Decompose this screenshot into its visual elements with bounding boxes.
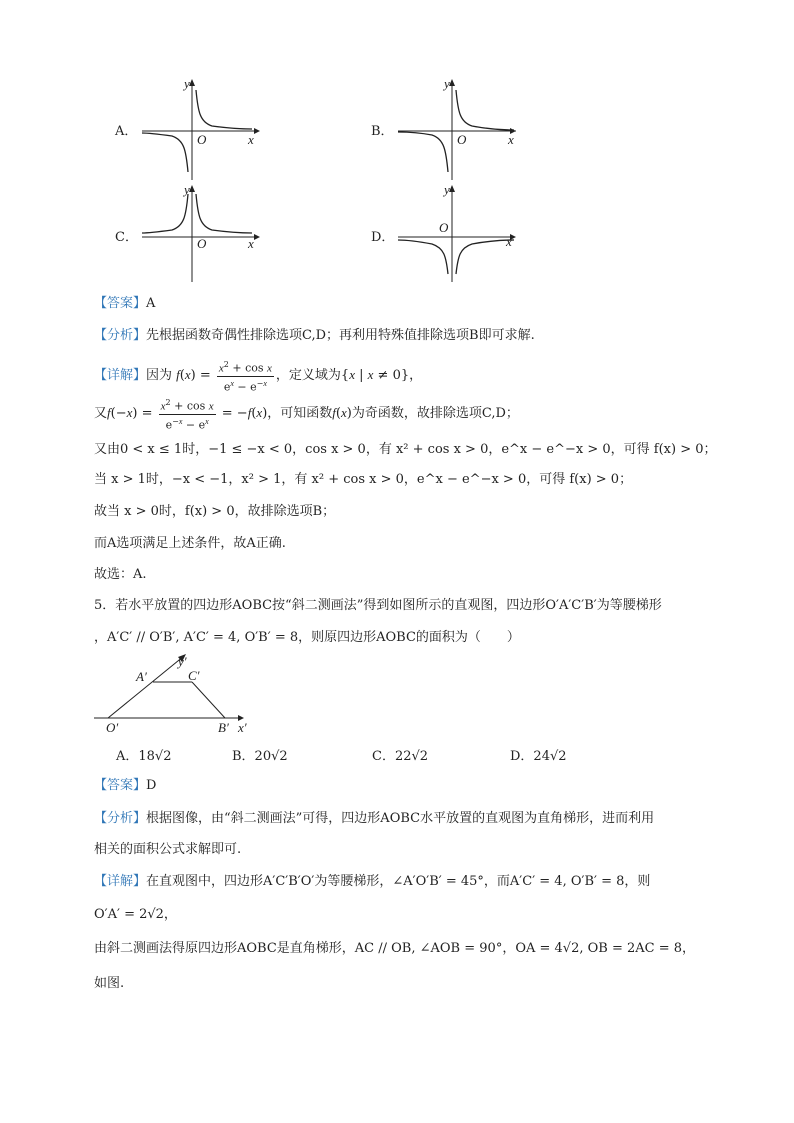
fig-x-label: x′ xyxy=(238,720,247,735)
q4-line4: 当 x > 1时，−x < −1，x² > 1，有 x² + cos x > 0，e^x − e^−x > 0，可得 f(x) > 0； xyxy=(94,472,633,487)
fig-y-label: y′ xyxy=(178,654,187,669)
line2-prefix: 又 xyxy=(94,406,108,422)
q5-analysis-tag: 【分析】 xyxy=(94,811,147,826)
q5-option-b: B．20√2 xyxy=(232,749,288,764)
q5-answer-value: D xyxy=(146,778,157,793)
x-axis-label-b: x xyxy=(508,132,514,147)
q5-detail-line1 xyxy=(94,873,650,891)
origin-label-c: O xyxy=(197,236,207,251)
q5-option-a: A．18√2 xyxy=(116,749,172,764)
analysis-tag: 【分析】 xyxy=(94,328,147,343)
fig-c-label: C′ xyxy=(188,668,200,683)
option-label-b: B． xyxy=(371,124,394,139)
q5-stem1: 5．若水平放置的四边形AOBC按“斜二测画法”得到如图所示的直观图，四边形O′A′C′B′为等腰梯形 xyxy=(94,598,662,613)
q5-analysis-line2: 相关的面积公式求解即可. xyxy=(94,842,242,857)
x-axis-label-a: x xyxy=(248,132,254,147)
q4-detail-line: 【详解】因为 f(x) = $\frac{x^2 + \cos x}{e^x - e^{-x}}$ ，定义域为{x | x ≠ 0}， xyxy=(94,360,423,394)
q4-answer-line xyxy=(94,295,155,313)
q4-line5: 故当 x > 0时，f(x) > 0，故排除选项B； xyxy=(94,504,336,519)
line2-suffix2: 为奇函数，故排除选项C,D； xyxy=(351,406,519,422)
y-axis-label-a: y xyxy=(184,76,190,91)
q4-analysis-line xyxy=(94,327,535,345)
q5-analysis-text1: 根据图像，由“斜二测画法”可得，四边形AOBC水平放置的直观图为直角梯形，进而利用 xyxy=(146,811,655,826)
graph-a-svg xyxy=(112,72,272,182)
q5-answer-tag: 【答案】 xyxy=(94,778,147,793)
graph-c xyxy=(112,178,272,288)
x-axis-label-d: x xyxy=(506,234,512,249)
line2-suffix: ，可知函数 xyxy=(267,406,333,422)
fig-b-label: B′ xyxy=(218,720,229,735)
q5-option-d: D．24√2 xyxy=(510,749,567,764)
fraction-2: $\frac{x^2 + \cos x}{e^{-x} - e^x}$ xyxy=(160,398,214,432)
detail-prefix: 因为 xyxy=(146,368,173,384)
q5-analysis-line1 xyxy=(94,810,654,828)
fig-a-label: A′ xyxy=(136,669,147,684)
option-label-d: D． xyxy=(371,230,395,245)
fig-o-label: O′ xyxy=(106,720,119,735)
q4-line7: 故选：A. xyxy=(94,567,147,582)
graph-d xyxy=(368,178,528,288)
fraction: $\frac{x^2 + \cos x}{e^x - e^{-x}}$ xyxy=(218,360,272,394)
q5-option-c: C．22√2 xyxy=(372,749,429,764)
graph-c-svg xyxy=(112,178,272,288)
function-def: f(x) = $\frac{x^2 + \cos x}{e^x - e^{-x}}$ xyxy=(176,360,272,394)
q5-detail-line2: O′A′ = 2√2， xyxy=(94,907,177,922)
q5-figure xyxy=(92,652,262,738)
option-label-c: C． xyxy=(115,230,138,245)
origin-label-d: O xyxy=(439,220,449,235)
q4-line2: 又f(−x) = $\frac{x^2 + \cos x}{e^{-x} - e^x}$ = −f(x)，可知函数f(x)为奇函数，故排除选项C,D； xyxy=(94,398,519,432)
answer-value: A xyxy=(146,296,156,311)
q4-line6: 而A选项满足上述条件，故A正确. xyxy=(94,536,286,551)
graph-a xyxy=(112,72,272,182)
detail-tag: 【详解】 xyxy=(94,368,147,384)
detail-mid: ，定义域为 xyxy=(275,368,341,384)
q5-detail-line3: 由斜二测画法得原四边形AOBC是直角梯形，AC // OB, ∠AOB = 90°，OA = 4√2, OB = 2AC = 8， xyxy=(94,941,696,956)
q4-line3: 又由0 < x ≤ 1时，−1 ≤ −x < 0，cos x > 0，有 x² + cos x > 0，e^x − e^−x > 0，可得 f(x) > 0； xyxy=(94,442,717,457)
origin-label-b: O xyxy=(457,132,467,147)
origin-label-a: O xyxy=(197,132,207,147)
x-axis-label-c: x xyxy=(248,236,254,251)
q5-detail-text1: 在直观图中，四边形A′C′B′O′为等腰梯形，∠A′O′B′ = 45°，而A′C′ = 4, O′B′ = 8，则 xyxy=(146,874,651,889)
analysis-text: 先根据函数奇偶性排除选项C,D；再利用特殊值排除选项B即可求解. xyxy=(146,328,535,343)
y-axis-label-c: y xyxy=(184,182,190,197)
answer-tag: 【答案】 xyxy=(94,296,147,311)
detail-end: ， xyxy=(409,368,423,384)
q5-detail-line4: 如图. xyxy=(94,976,125,991)
q5-answer-line xyxy=(94,777,156,795)
q5-detail-tag: 【详解】 xyxy=(94,874,147,889)
option-label-a: A． xyxy=(115,124,138,139)
y-axis-label-b: y xyxy=(444,76,450,91)
q5-stem2: ，A′C′ // O′B′, A′C′ = 4, O′B′ = 8，则原四边形AOBC的面积为（ ） xyxy=(94,630,520,645)
graph-b xyxy=(368,72,528,182)
y-axis-label-d: y xyxy=(444,182,450,197)
